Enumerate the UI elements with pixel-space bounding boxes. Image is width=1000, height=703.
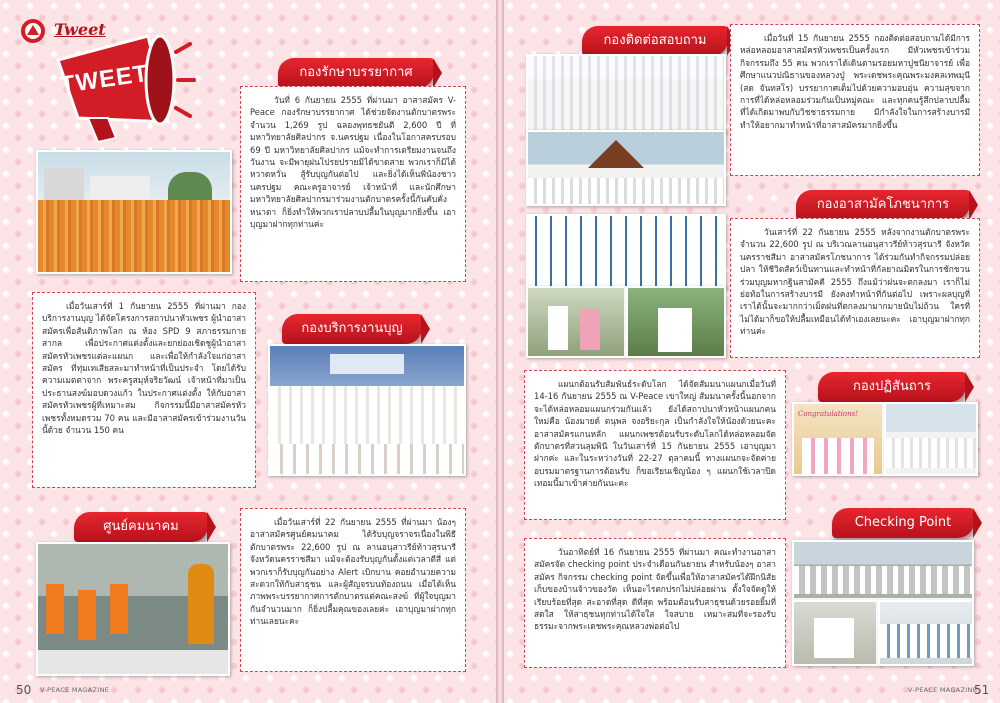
text-sun-khomanakhom: เมื่อวันเสาร์ที่ 22 กันยายน 2555 ที่ผ่านมา น้องๆ อาสาสมัครศูนย์คมนาคม ได้รับบุญจราจรเนื่องในพิธีตักบาตรพระ 22,600 รูป ณ ลานอนุสาวรีย์ท้าวสุรนารี จังหวัดนครราชสีมา แม้จะต้องรับบุญกันตั้งแต่เวลาตีสี่ แต่พวกเราก็รับบุญกันอย่าง Alert เบิกบาน คอยอำนวยความสะดวกให้กับสาธุชน และผู้สัญจรบนท้องถนน เมื่อได้เห็นภาพพระบรรยากาศการตักบาตรแต่คณะสงฆ์ ที่ผู้ใจบุญมากันจำนวนมาก ก็ยิ่งปลื้มคุณของเลยค่ะ เอาบุญมาฝากทุกท่านเลยนะคะ — [240, 508, 466, 672]
section-title-sun-khomanakhom: ศูนย์คมนาคม — [74, 512, 208, 542]
photo-checking-point-1 — [792, 540, 974, 600]
page-number-left: 50 — [16, 683, 32, 697]
text-kong-patisan: แผนกต้อนรับสัมพันธ์ระดับโลก ได้จัดสัมมนาแผนกเมื่อวันที่ 14-16 กันยายน 2555 ณ V-Peace เขาใหญ่ สัมมนาครั้งนี้นอกจากจะได้หล่อหลอมแผนกร่วมกันแล้ว ยังได้สถาปนาหัวหน้าแผนกคนใหม่คือ น้องมายด์ ตนุพล จงอริยะกุล เป็นกำลังใจให้น้องด้วยนะคะ อาสาสมัครแกนหลัก แผนกเพชรต้อนรับระดับโลกได้หล่อหลอมจัดตักบาตรที่สวนลุมพินี ในวันเสาร์ที่ 15 กันยายน 2555 เอาบุญมาฝากค่ะ และในระหว่างวันที่ 22-27 ตุลาคมนี้ ทางแผนกจะจัดค่ายอบรมมาตรฐานการต้อนรับ ก็ขอเรียนเชิญน้อง ๆ แผนกใช้เวลาปิดเทอมนี้มาเข้าค่ายกันนะคะ — [524, 370, 786, 520]
photo-kong-asa-3 — [626, 286, 726, 358]
photo-kong-borikan — [268, 344, 466, 476]
photo-kong-rak — [36, 150, 232, 274]
section-label: Tweet — [54, 20, 106, 39]
section-title-kong-tidtor: กองติดต่อสอบถาม — [582, 26, 728, 56]
magazine-name-right: V-PEACE MAGAZINE — [908, 686, 978, 694]
megaphone-text: TWEET — [58, 59, 151, 100]
photo-kong-patisan-1 — [792, 402, 884, 476]
photo-kong-tidtor-2 — [526, 130, 726, 206]
photo-kong-asa-2 — [526, 286, 626, 358]
photo-sun-khomanakhom — [36, 542, 230, 676]
right-page — [504, 0, 1000, 703]
text-kong-rak: วันที่ 6 กันยายน 2555 ที่ผ่านมา อาสาสมัคร V-Peace กองรักษาบรรยากาศ ได้ช่วยจัดงานตักบาตรพระจำนวน 1,269 รูป ฉลองพุทธชยันตี 2,600 ปี ที่มหาวิทยาลัยศิลปากร จ.นครปฐม เนื่องในโอกาสครบรอบ 69 ปี มหาวิทยาลัยศิลปากร แม้จะทำการเตรียมงานจนถึงวันงาน จะมีพายุฝนโปรยปรายมิได้ขาดสาย พวกเราก็มิได้หวาดหวั่น สู้รับบุญกันต่อไป และยิ่งได้เห็นพี่น้องชาวนครปฐม คณะครูอาจารย์ เจ้าหน้าที่ และนักศึกษามหาวิทยาลัยศิลปากรมาร่วมงานตักบาตรครั้งนี้กันคับคั่งหนาตา ก็ยิ่งทำให้พวกเราปลาบปลื้มในบุญมากยิ่งขึ้น เอาบุญมาฝากทุกท่านค่ะ — [240, 86, 466, 282]
section-title-kong-asa-khodchanakarn: กองอาสามัคโภชนาการ — [796, 190, 970, 220]
photo-checking-point-3 — [878, 600, 974, 666]
photo-kong-tidtor-1 — [526, 54, 726, 134]
magazine-name-left: V-PEACE MAGAZINE — [40, 686, 110, 694]
left-page — [0, 0, 496, 703]
photo-checking-point-2 — [792, 600, 878, 666]
section-title-kong-borikan: กองบริการงานบุญ — [282, 314, 422, 344]
photo-caption: Congratulations! — [798, 410, 858, 418]
text-checking-point: วันอาทิตย์ที่ 16 กันยายน 2555 ที่ผ่านมา คณะทำงานอาสาสมัครจัด checking point ประจำเดือนกันยายน สำหรับน้องๆ อาสาสมัคร กิจกรรม checking point จัดขึ้นเพื่อให้อาสาสมัครได้ฝึกนิสัยเก็บของบ้านจ้าวของวัด เห็นอะไรตกปรกไม่ปล่อยผ่าน ตั้งใจจัดดูให้เรียบร้อยที่สุด สะอาดที่สุด ดีที่สุด พร้อมต้อนรับสาธุชนด้วยรอยยิ้มที่สดใส ให้สาธุชนทุกท่านได้ใจใส ใจสบาย เหมาะสมที่จะรองรับธรรมะจากพระเดชพระคุณหลวงพ่อต่อไป — [524, 538, 786, 668]
section-title-checking-point: Checking Point — [832, 508, 974, 538]
text-kong-tidtor: เมื่อวันที่ 15 กันยายน 2555 กองติดต่อสอบถามได้มีการหล่อหลอมอาสาสมัครหัวเพชรเป็นครั้งแรก มีหัวเพชรเข้าร่วมกิจกรรมถึง 55 คน พวกเราได้เดินตามรอยมหาปูชนียาจารย์ เพื่อศึกษาแนวปณิธานของหลวงปู่ พระเดชพระคุณพระมงคลเทพมุนี (สด จันทสโร) บรรยากาศเต็มไปด้วยความอบอุ่น ความสุขจากการที่ได้หล่อหลอมร่วมกันเป็นหมู่คณะ และทุกคนรู้สึกปลาบปลื้มที่ได้เกิดมาพบกับวิชชาธรรมกาย มีกำลังใจในการสร้างบารมี ทำให้อยากมาทำหน้าที่อาสาสมัครมากยิ่งขึ้น — [730, 24, 980, 176]
page-number-right: 51 — [974, 683, 990, 697]
text-kong-asa-khodchanakarn: วันเสาร์ที่ 22 กันยายน 2555 หลังจากงานตักบาตรพระจำนวน 22,600 รูป ณ บริเวณลานอนุสาวรีย์ท้าวสุรนารี จังหวัดนครราชสีมา อาสาสมัครโภชนาการ ได้ร่วมกันทำกิจกรรมปล่อยปลา ให้ชีวิตสัตว์เป็นทานและทำหน้าที่กัลยาณมิตรในการชักชวนร่วมบุญมหากฐินสามัคคี 2555 ถึงแม้ว่าฝนจะตกลงมา เราก็ไม่ย่อท้อในการสร้างบารมี ยังคงทำหน้าที่กันต่อไป เพราะผลบุญที่เราได้นั้นจะมากกว่าเม็ดฝนที่ตกลงมามากมายนับไม่ถ้วน ใครที่ไม่ได้มาก็ขอให้ปลื้มเหมือนได้ทำเองเลยนะคะ เอาบุญมาฝากทุกท่านค่ะ — [730, 218, 980, 358]
photo-kong-patisan-2 — [884, 402, 978, 476]
section-title-kong-patisan: กองปฏิสันถาร — [818, 372, 966, 402]
section-title-kong-rak: กองรักษาบรรยากาศ — [278, 58, 434, 88]
photo-kong-asa-1 — [526, 214, 726, 290]
spine — [496, 0, 504, 703]
text-kong-borikan: เมื่อวันเสาร์ที่ 1 กันยายน 2555 ที่ผ่านมา กองบริการงานบุญ ได้จัดโครงการสถาปนาหัวเพชร ผู้นำอาสาสมัครเพื่อสันติภาพโลก ณ ห้อง SPD 9 สภาธรรมกายสากล เพื่อประกาศแต่งตั้งและยกย่องเชิดชูผู้นำอาสาสมัครหัวเพชรแต่ละแผนก และเพื่อให้กำลังใจแก่อาสาสมัคร ที่ทุ่มเทเสียสละมาทำหน้าที่เป็นประจำ โดยได้รับความเมตตาจาก พระครูสมุห์จริยวัฒน์ เจ้าหน้าที่มาเป็นประธานสงฆ์มอบดวงแก้ว ในประกาศแต่งตั้ง ให้กับอาสาสมัครหัวเพชรผู้ที่เหมาะสม กิจกรรมนี้มีอาสาสมัครหัวเพชรทั้งหมดรวม 70 คน และมีอาสาสมัครเข้าร่วมงานวันนี้ด้วย จำนวน 150 คน — [32, 292, 256, 488]
